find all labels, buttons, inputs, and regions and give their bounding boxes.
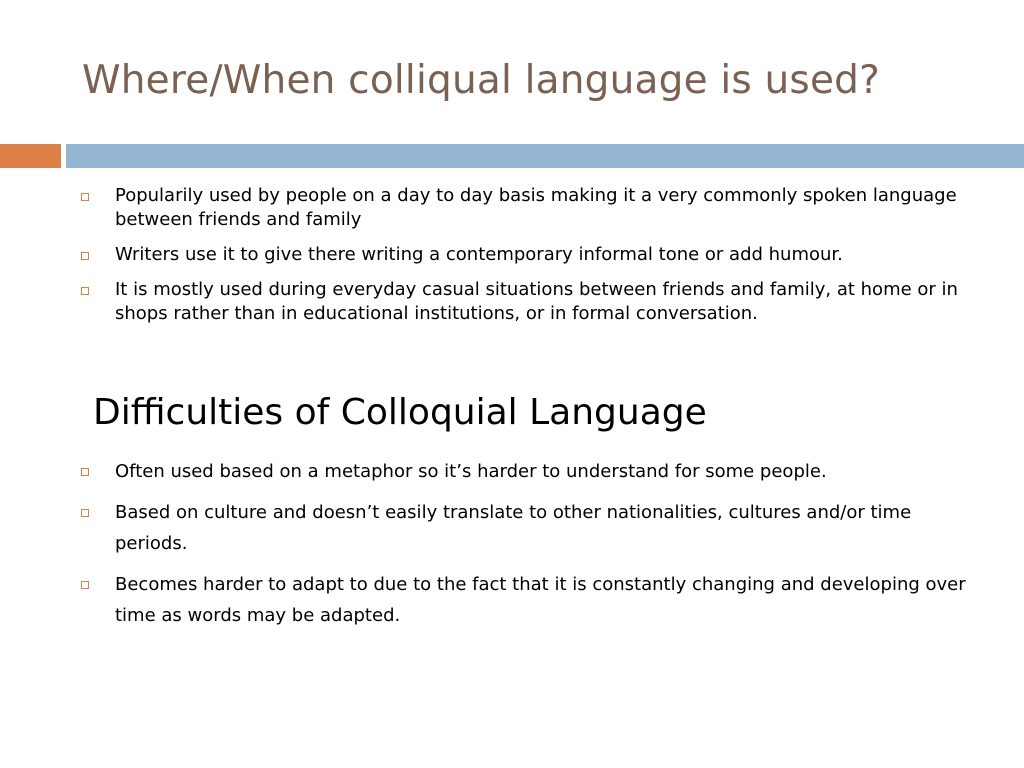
list-item-text: Writers use it to give there writing a contemporary informal tone or add humour.: [115, 244, 843, 265]
list-item: [0, 278, 1024, 326]
square-bullet-icon: [81, 193, 89, 201]
title-rule-bar: [66, 144, 1024, 168]
list-item-text: Based on culture and doesn’t easily translate to other nationalities, cultures and/or time periods.: [115, 502, 912, 554]
list-item-text: It is mostly used during everyday casual situations between friends and family, at home or in shops rather than in educational institutions, or in formal conversation.: [115, 279, 958, 324]
list-item-text: Popularily used by people on a day to day basis making it a very commonly spoken language between friends and family: [115, 185, 957, 230]
usage-bullet-list: [0, 184, 1024, 337]
list-item-text: Becomes harder to adapt to due to the fact that it is constantly changing and developing over time as words may be adapted.: [115, 574, 966, 626]
square-bullet-icon: [81, 252, 89, 260]
slide-title: Where/When colliqual language is used?: [82, 58, 880, 103]
list-item: [0, 243, 1024, 267]
list-item: [0, 456, 1024, 487]
square-bullet-icon: [81, 581, 89, 589]
list-item: [0, 569, 1024, 631]
square-bullet-icon: [81, 468, 89, 476]
list-item-text: Often used based on a metaphor so it’s harder to understand for some people.: [115, 461, 827, 482]
difficulties-bullet-list: [0, 456, 1024, 641]
section-heading: Difficulties of Colloquial Language: [93, 392, 707, 433]
title-rule-accent: [0, 144, 61, 168]
list-item: [0, 497, 1024, 559]
square-bullet-icon: [81, 287, 89, 295]
square-bullet-icon: [81, 509, 89, 517]
list-item: [0, 184, 1024, 232]
